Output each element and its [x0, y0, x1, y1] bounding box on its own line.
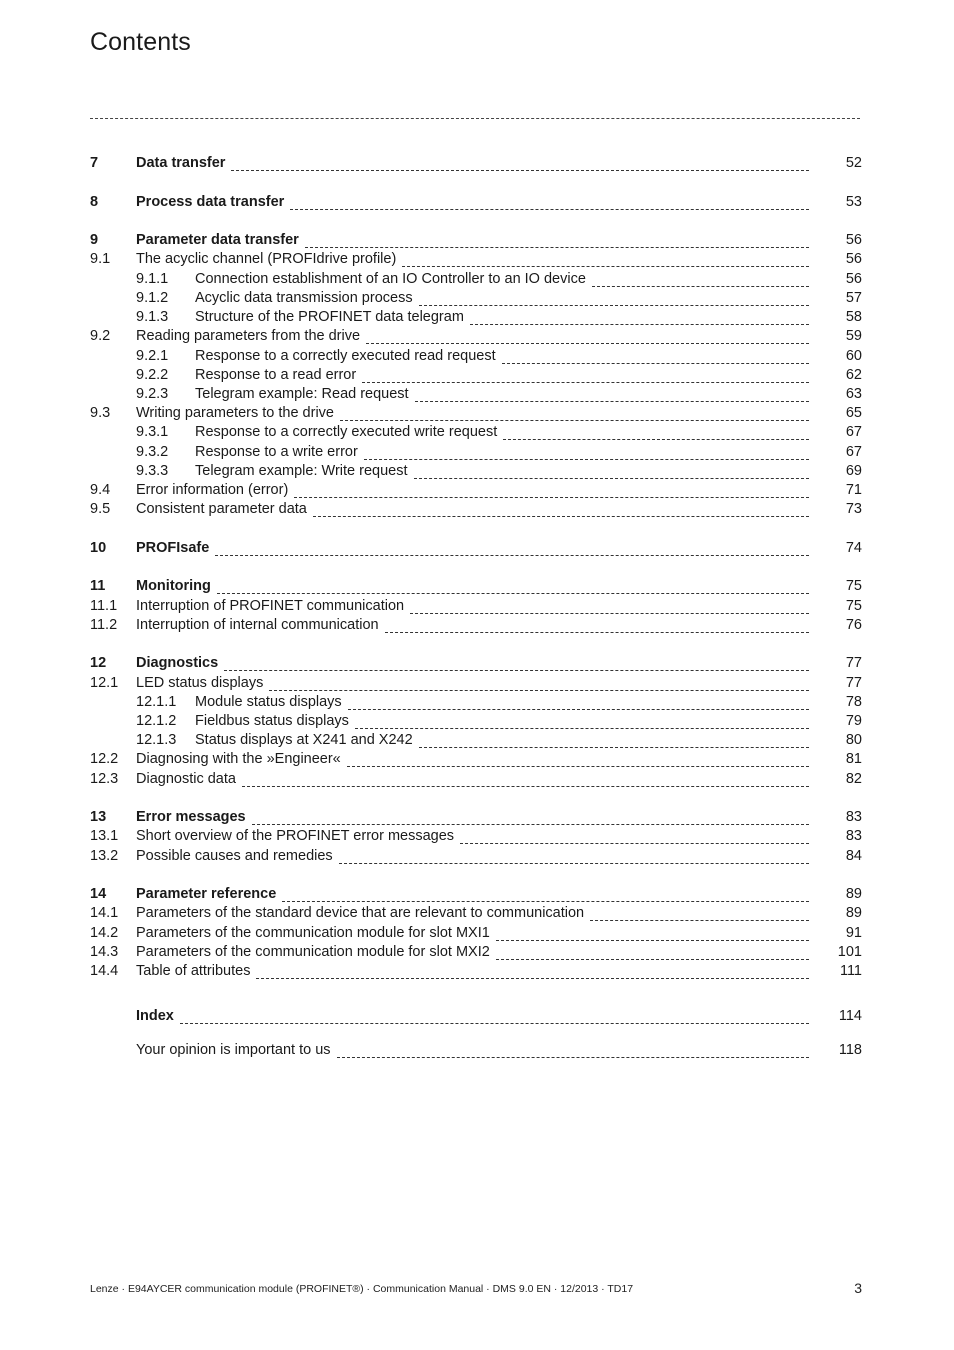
toc-entry-page: 83 [845, 809, 862, 825]
toc-entry-body [136, 193, 809, 212]
toc-entry-number: 9 [90, 232, 99, 248]
toc-entry-page: 77 [845, 655, 862, 671]
toc-entry-page: 118 [838, 1042, 862, 1058]
toc-entry-page: 67 [845, 424, 862, 440]
toc-entry-title: Your opinion is important to us [136, 1042, 331, 1058]
toc-entry-title: Fieldbus status displays [195, 713, 349, 729]
toc-entry[interactable] [90, 539, 862, 558]
toc-entry[interactable] [90, 962, 862, 981]
toc-entry-title: Parameter data transfer [136, 232, 299, 248]
toc-entry-number: 14.1 [90, 905, 119, 921]
toc-entry[interactable] [90, 462, 862, 481]
toc-dot-leader [339, 863, 809, 864]
toc-entry[interactable] [90, 423, 862, 442]
toc-entry-body [136, 904, 809, 923]
toc-entry-page: 75 [845, 598, 862, 614]
toc-entry-title: Error information (error) [136, 482, 289, 498]
toc-entry-number: 9.3.2 [136, 444, 169, 460]
toc-entry-number: 9.2.1 [136, 348, 169, 364]
toc-entry-body [136, 539, 809, 558]
toc-dot-leader [252, 824, 809, 825]
toc-entry-number: 9.1.2 [136, 290, 169, 306]
toc-dot-leader [347, 766, 809, 767]
toc-entry[interactable] [90, 270, 862, 289]
toc-dot-leader [313, 516, 809, 517]
toc-entry-body [136, 962, 809, 981]
page-title: Contents [90, 28, 191, 56]
toc-dot-leader [410, 613, 809, 614]
toc-entry[interactable] [90, 616, 862, 635]
toc-dot-leader [385, 632, 809, 633]
toc-entry-number: 9.1.1 [136, 271, 169, 287]
toc-entry-page: 75 [845, 578, 862, 594]
toc-entry-page: 84 [845, 848, 862, 864]
toc-entry[interactable] [90, 443, 862, 462]
toc-entry[interactable] [90, 770, 862, 789]
toc-entry-page: 76 [845, 617, 862, 633]
toc-dot-leader [590, 920, 809, 921]
toc-entry-title: Response to a correctly executed write request [195, 424, 498, 440]
toc-entry-body [136, 847, 809, 866]
toc-entry-number: 8 [90, 194, 99, 210]
toc-entry-body [136, 250, 809, 269]
toc-entry-body [136, 750, 809, 769]
toc-entry[interactable] [90, 385, 862, 404]
toc-dot-leader [305, 247, 809, 248]
toc-entry-title: Reading parameters from the drive [136, 328, 361, 344]
toc-dot-leader [282, 901, 809, 902]
toc-entry-body [136, 481, 809, 500]
toc-entry-title: Data transfer [136, 155, 226, 171]
toc-entry-body [136, 327, 809, 346]
toc-entry-title: Diagnostics [136, 655, 219, 671]
toc-dot-leader [340, 420, 809, 421]
toc-entry-number: 9.2.3 [136, 386, 169, 402]
toc-entry-body [136, 231, 809, 250]
toc-entry-title: Connection establishment of an IO Controller to an IO device [195, 271, 586, 287]
toc-entry-body [136, 577, 809, 596]
toc-dot-leader [460, 843, 809, 844]
toc-entry-page: 111 [839, 963, 862, 979]
toc-entry-title: Telegram example: Read request [195, 386, 409, 402]
footer-text: Lenze · E94AYCER communication module (PROFINET®) · Communication Manual · DMS 9.0 EN · 12/2013 · TD17 [90, 1283, 634, 1295]
toc-dot-leader [231, 170, 809, 171]
toc-entry-title: Interruption of internal communication [136, 617, 379, 633]
footer-page-number: 3 [854, 1280, 862, 1296]
toc-entry-number: 9.5 [90, 501, 111, 517]
toc-entry[interactable] [90, 289, 862, 308]
toc-dot-leader [470, 324, 809, 325]
toc-entry[interactable] [90, 731, 862, 750]
toc-entry-page: 79 [845, 713, 862, 729]
toc-dot-leader [337, 1057, 809, 1058]
toc-entry-body [195, 385, 809, 404]
toc-dot-leader [362, 382, 809, 383]
toc-entry-number: 12 [90, 655, 107, 671]
toc-entry-number: 11 [90, 578, 106, 594]
toc-entry-number: 9.4 [90, 482, 111, 498]
toc-entry-page: 83 [845, 828, 862, 844]
toc-entry-title: Diagnostic data [136, 771, 236, 787]
toc-entry-number: 14 [90, 886, 107, 902]
toc-entry[interactable] [90, 808, 862, 827]
toc-entry-title: Possible causes and remedies [136, 848, 333, 864]
toc-dot-leader [355, 728, 809, 729]
toc-entry[interactable] [90, 231, 862, 250]
toc-entry-page: 89 [845, 905, 862, 921]
toc-entry-title: Status displays at X241 and X242 [195, 732, 413, 748]
toc-entry-title: Consistent parameter data [136, 501, 307, 517]
toc-entry-page: 67 [845, 444, 862, 460]
toc-entry-number: 10 [90, 540, 107, 556]
toc-entry-page: 65 [845, 405, 862, 421]
toc-dot-leader [217, 593, 809, 594]
toc-entry-number: 12.1 [90, 675, 119, 691]
toc-entry-number: 12.1.3 [136, 732, 177, 748]
toc-entry-title: PROFIsafe [136, 540, 210, 556]
toc-entry-body [195, 423, 809, 442]
toc-dot-leader [502, 363, 809, 364]
toc-entry-number: 12.1.2 [136, 713, 177, 729]
toc-entry-page: 58 [845, 309, 862, 325]
toc-entry-page: 91 [845, 925, 862, 941]
toc-entry-title: Short overview of the PROFINET error messages [136, 828, 455, 844]
toc-entry-page: 78 [845, 694, 862, 710]
toc-entry-number: 11.1 [90, 598, 118, 614]
toc-entry-body [195, 289, 809, 308]
toc-dot-leader [419, 747, 809, 748]
toc-entry-title: Parameters of the communication module for slot MXI1 [136, 925, 490, 941]
toc-dot-leader [402, 266, 809, 267]
toc-entry-body [136, 885, 809, 904]
toc-entry-number: 9.2 [90, 328, 111, 344]
toc-entry[interactable] [90, 1041, 862, 1060]
toc-entry-body [195, 443, 809, 462]
toc-entry-number: 9.1 [90, 251, 111, 267]
toc-dot-leader [366, 343, 809, 344]
toc-dot-leader [269, 690, 809, 691]
toc-entry-body [136, 597, 809, 616]
toc-entry-page: 89 [845, 886, 862, 902]
toc-dot-leader [224, 670, 809, 671]
toc-entry-title: Error messages [136, 809, 246, 825]
toc-entry-title: Module status displays [195, 694, 342, 710]
toc-entry-number: 14.3 [90, 944, 119, 960]
toc-entry-body [136, 674, 809, 693]
toc-entry-number: 9.3 [90, 405, 111, 421]
toc-entry[interactable] [90, 943, 862, 962]
toc-entry-page: 63 [845, 386, 862, 402]
toc-entry-page: 80 [845, 732, 862, 748]
toc-entry-number: 9.3.1 [136, 424, 169, 440]
toc-entry-title: Parameter reference [136, 886, 277, 902]
toc-entry-body [136, 1041, 809, 1060]
toc-entry-number: 14.2 [90, 925, 119, 941]
toc-entry-title: Diagnosing with the »Engineer« [136, 751, 341, 767]
toc-entry-body [136, 1007, 809, 1026]
toc-entry[interactable] [90, 654, 862, 673]
toc-entry-number: 12.2 [90, 751, 119, 767]
toc-entry[interactable] [90, 712, 862, 731]
toc-entry-body [136, 924, 809, 943]
toc-entry[interactable] [90, 577, 862, 596]
toc-entry[interactable] [90, 500, 862, 519]
toc-dot-leader [415, 401, 809, 402]
toc-entry-page: 69 [845, 463, 862, 479]
toc-entry[interactable] [90, 904, 862, 923]
toc-entry-body [195, 366, 809, 385]
toc-entry[interactable] [90, 250, 862, 269]
toc-entry-page: 60 [845, 348, 862, 364]
toc-dot-leader [256, 978, 809, 979]
toc-entry-title: Parameters of the standard device that are relevant to communication [136, 905, 585, 921]
toc-entry-number: 11.2 [90, 617, 118, 633]
toc-dot-leader [348, 709, 809, 710]
toc-entry-page: 77 [845, 675, 862, 691]
toc-entry[interactable] [90, 750, 862, 769]
toc-entry-number: 9.1.3 [136, 309, 169, 325]
toc-entry-page: 101 [837, 944, 862, 960]
toc-entry[interactable] [90, 693, 862, 712]
toc-dot-leader [503, 439, 809, 440]
toc-entry[interactable] [90, 193, 862, 212]
toc-entry-body [136, 808, 809, 827]
toc-entry-title: Telegram example: Write request [195, 463, 408, 479]
toc-entry-page: 73 [845, 501, 862, 517]
toc-entry-body [136, 154, 809, 173]
toc-entry-number: 7 [90, 155, 99, 171]
toc-entry-title: Response to a correctly executed read request [195, 348, 496, 364]
toc-entry[interactable] [90, 597, 862, 616]
toc-dot-leader [419, 305, 809, 306]
toc-entry-page: 57 [845, 290, 862, 306]
toc-entry-number: 12.3 [90, 771, 119, 787]
toc-dot-leader [364, 459, 809, 460]
toc-entry-title: Acyclic data transmission process [195, 290, 413, 306]
toc-entry-body [195, 308, 809, 327]
toc-entry[interactable] [90, 924, 862, 943]
toc-entry-body [195, 693, 809, 712]
toc-entry[interactable] [90, 481, 862, 500]
toc-entry-page: 56 [845, 271, 862, 287]
toc-entry-title: Interruption of PROFINET communication [136, 598, 405, 614]
toc-entry-number: 12.1.1 [136, 694, 177, 710]
toc-entry-page: 114 [838, 1008, 862, 1024]
toc-entry[interactable] [90, 347, 862, 366]
toc-entry[interactable] [90, 366, 862, 385]
toc-dot-leader [290, 209, 809, 210]
toc-entry-title: Response to a write error [195, 444, 358, 460]
toc-entry[interactable] [90, 885, 862, 904]
toc-entry-title: Table of attributes [136, 963, 251, 979]
toc-dot-leader [242, 786, 809, 787]
toc-entry-number: 13.2 [90, 848, 119, 864]
toc-entry-page: 62 [845, 367, 862, 383]
toc-entry-number: 9.2.2 [136, 367, 169, 383]
toc-dot-leader [414, 478, 810, 479]
toc-dot-leader [215, 555, 809, 556]
toc-entry-page: 81 [845, 751, 862, 767]
toc-entry-title: Process data transfer [136, 194, 285, 210]
toc-dot-leader [294, 497, 809, 498]
toc-entry-title: Index [136, 1008, 174, 1024]
toc-entry-number: 13.1 [90, 828, 119, 844]
toc-entry-body [136, 770, 809, 789]
toc-entry[interactable] [90, 308, 862, 327]
toc-entry-body [195, 270, 809, 289]
toc-entry-page: 52 [845, 155, 862, 171]
toc-entry-title: Writing parameters to the drive [136, 405, 334, 421]
toc-entry-title: The acyclic channel (PROFIdrive profile) [136, 251, 397, 267]
toc-entry-page: 74 [845, 540, 862, 556]
toc-entry-body [136, 943, 809, 962]
toc-entry[interactable] [90, 1007, 862, 1026]
toc-entry[interactable] [90, 327, 862, 346]
toc-entry-body [195, 347, 809, 366]
toc-entry-number: 9.3.3 [136, 463, 169, 479]
toc-entry-body [195, 731, 809, 750]
toc-entry-body [136, 404, 809, 423]
toc-entry-page: 59 [845, 328, 862, 344]
toc-entry-page: 71 [845, 482, 862, 498]
toc-entry-number: 13 [90, 809, 107, 825]
toc-entry-title: Structure of the PROFINET data telegram [195, 309, 464, 325]
toc-entry-title: Response to a read error [195, 367, 357, 383]
toc-entry-body [195, 712, 809, 731]
toc-entry-title: LED status displays [136, 675, 264, 691]
toc-entry-page: 56 [845, 232, 862, 248]
toc-entry[interactable] [90, 674, 862, 693]
toc-dot-leader [496, 940, 809, 941]
toc-entry-page: 56 [845, 251, 862, 267]
toc-entry-body [136, 827, 809, 846]
toc-entry-body [136, 616, 809, 635]
toc-entry-number: 14.4 [90, 963, 119, 979]
toc-entry[interactable] [90, 404, 862, 423]
toc-entry[interactable] [90, 154, 862, 173]
toc-entry-page: 53 [845, 194, 862, 210]
toc-entry-body [136, 654, 809, 673]
toc-entry-body [136, 500, 809, 519]
toc-entry[interactable] [90, 827, 862, 846]
toc-entry-page: 82 [845, 771, 862, 787]
toc-dot-leader [180, 1023, 809, 1024]
toc-entry[interactable] [90, 847, 862, 866]
toc-dot-leader [592, 286, 809, 287]
toc-entry-title: Parameters of the communication module for slot MXI2 [136, 944, 490, 960]
toc-entry-title: Monitoring [136, 578, 211, 594]
toc-entry-body [195, 462, 809, 481]
toc-dot-leader [496, 959, 809, 960]
